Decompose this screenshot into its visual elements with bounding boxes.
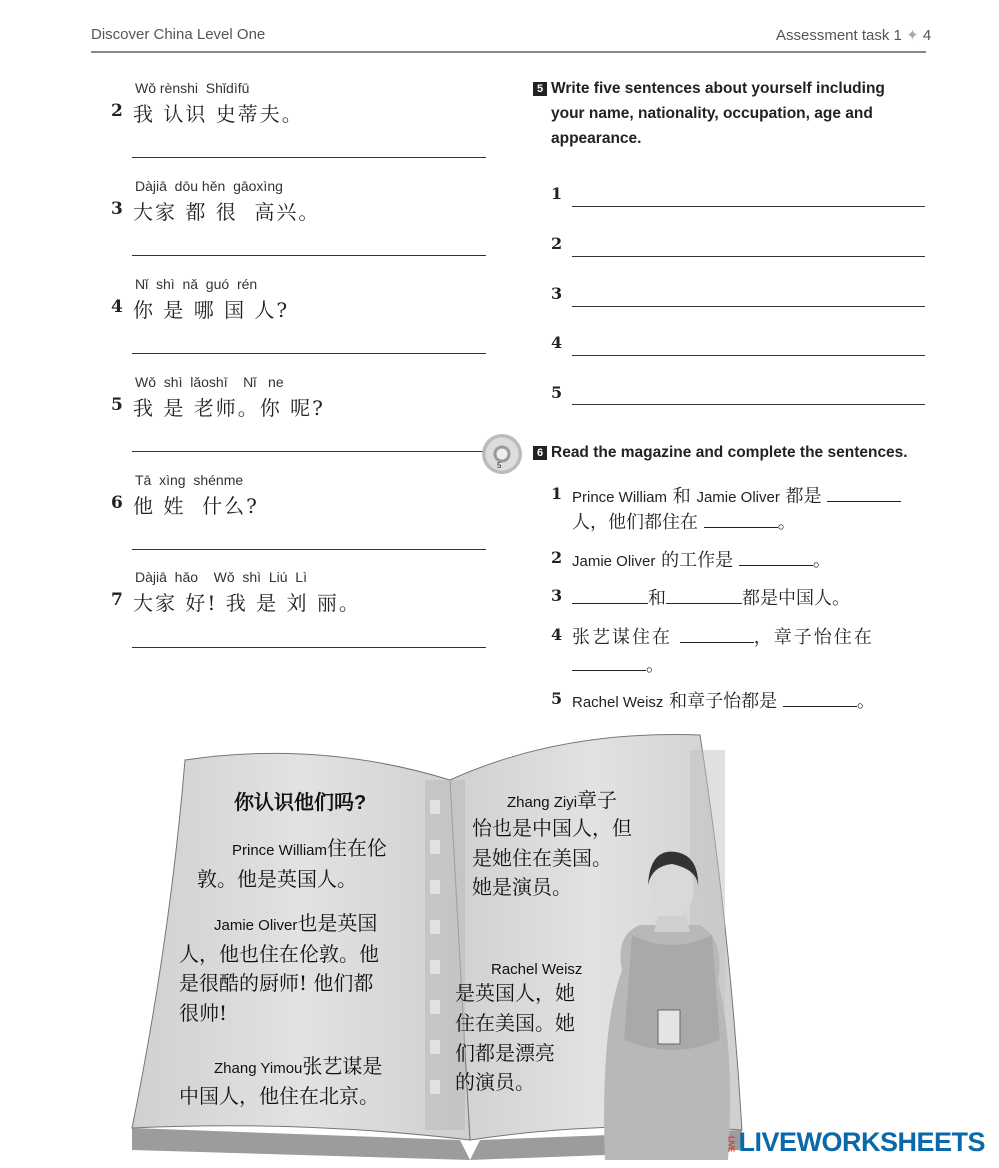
paragraph-line: 的演员。 <box>455 1070 535 1094</box>
task-label <box>776 26 931 44</box>
pinyin: Wǒ shì lǎoshī Nǐ ne <box>135 374 284 390</box>
item-number: 5 <box>111 395 123 415</box>
question-4-line-2 <box>572 651 664 677</box>
answer-line[interactable] <box>132 157 486 158</box>
question-number: 4 <box>551 625 563 644</box>
paragraph-line: 人，他也住在伦敦。他 <box>179 942 379 966</box>
answer-line[interactable] <box>132 647 486 648</box>
page-number: 4 <box>922 27 932 44</box>
q-zh: 人，他们都住在 <box>572 512 704 533</box>
text: 住在伦 <box>327 836 388 860</box>
pinyin: Dàjiā hǎo Wǒ shì Liú Lì <box>135 569 307 585</box>
instruction-line: appearance. <box>551 130 642 147</box>
blank-input[interactable] <box>572 602 648 604</box>
pinyin: Wǒ rènshi Shǐdìfū <box>135 80 250 96</box>
magazine-title: 你认识他们吗? <box>234 792 367 814</box>
q-zh: 和 <box>648 588 666 609</box>
question-number: 3 <box>551 586 563 605</box>
q-en: Rachel Weisz <box>572 694 664 711</box>
blank-input[interactable] <box>704 526 778 528</box>
blank-input[interactable] <box>827 500 901 502</box>
liveworksheets-logo <box>725 1127 985 1158</box>
sentence-number: 1 <box>551 184 563 203</box>
sentence-number: 3 <box>551 284 563 303</box>
blank-input[interactable] <box>572 669 646 671</box>
paragraph-line: 她是演员。 <box>472 875 572 899</box>
q-en: Jamie Oliver <box>696 489 780 506</box>
question-number: 5 <box>551 689 563 708</box>
hanzi: 你 是 哪 国 人? <box>133 298 290 322</box>
paragraph-zhang-yimou <box>214 1051 382 1084</box>
paragraph-line: 敦。他是英国人。 <box>197 867 357 891</box>
magazine-illustration <box>0 720 999 1164</box>
hanzi: 他 姓 什么? <box>133 494 259 518</box>
answer-line[interactable] <box>132 353 486 354</box>
answer-line[interactable] <box>132 549 486 550</box>
q-zh: 。 <box>812 550 831 571</box>
answer-line[interactable] <box>132 255 486 256</box>
blank-input[interactable] <box>666 602 742 604</box>
sentence-number: 2 <box>551 234 563 253</box>
text: 也是英国 <box>297 911 378 935</box>
q-en: Prince William <box>572 489 668 506</box>
text: 张艺谋是 <box>302 1054 383 1078</box>
instruction-line: Write five sentences about yourself including <box>551 80 885 97</box>
q-zh: 。 <box>777 512 796 533</box>
paragraph-line: 们都是漂亮 <box>455 1041 555 1065</box>
paragraph-line: 怡也是中国人，但 <box>472 816 632 840</box>
sentence-line[interactable] <box>572 256 925 257</box>
question-2 <box>572 546 831 572</box>
sentence-line[interactable] <box>572 206 925 207</box>
hanzi: 大家 都 很 高兴。 <box>133 200 321 224</box>
sentence-number: 4 <box>551 333 563 352</box>
paragraph-line: 住在美国。她 <box>455 1011 575 1035</box>
text: 章子 <box>577 788 618 812</box>
q-zh: 都是中国人。 <box>742 588 850 609</box>
paragraph-line: 是她住在美国。 <box>472 846 612 870</box>
book-title: Discover China Level One <box>91 26 266 43</box>
question-5 <box>572 687 875 713</box>
name-en: Prince William <box>232 842 328 859</box>
sentence-line[interactable] <box>572 355 925 356</box>
pinyin: Nǐ shì nǎ guó rén <box>135 276 258 292</box>
header-rule <box>91 51 926 53</box>
section-instruction: Read the magazine and complete the sentences. <box>551 444 908 461</box>
q-zh: 。 <box>646 655 664 676</box>
paragraph-line: 中国人，他住在北京。 <box>179 1084 379 1108</box>
cd-icon <box>482 434 522 474</box>
blank-input[interactable] <box>680 641 754 643</box>
section-badge: 5 <box>533 82 547 96</box>
paragraph-line: 是英国人，她 <box>455 981 575 1005</box>
name-en: Rachel Weisz <box>491 961 583 978</box>
q-en: Jamie Oliver <box>572 553 656 570</box>
name-en: Zhang Ziyi <box>507 794 578 811</box>
q-zh: 。 <box>856 691 875 712</box>
separator-icon: ✦ <box>906 27 919 44</box>
q-zh: 的工作是 <box>655 550 739 571</box>
q-zh: 和章子怡都是 <box>663 691 783 712</box>
question-number: 1 <box>551 484 563 503</box>
paragraph-jamie-oliver <box>214 908 377 941</box>
q-zh: ，章子怡住在 <box>753 627 874 648</box>
blank-input[interactable] <box>739 564 813 566</box>
sentence-number: 5 <box>551 383 563 402</box>
item-number: 4 <box>111 297 123 317</box>
pinyin: Tā xìng shénme <box>135 472 244 488</box>
task-name: Assessment task 1 <box>776 27 902 44</box>
blank-input[interactable] <box>783 705 857 707</box>
item-number: 7 <box>111 590 123 610</box>
sentence-line[interactable] <box>572 404 925 405</box>
question-1-line-2 <box>572 508 796 534</box>
name-en: Jamie Oliver <box>214 917 298 934</box>
section-instruction <box>551 76 885 151</box>
item-number: 6 <box>111 493 123 513</box>
paragraph-prince-william <box>232 833 387 866</box>
q-zh: 都是 <box>779 486 828 507</box>
item-number: 2 <box>111 101 123 121</box>
live-mark: LIVE <box>726 1135 736 1152</box>
hanzi: 我 认识 史蒂夫。 <box>133 102 304 126</box>
logo-text: LIVEWORKSHEETS <box>738 1127 985 1157</box>
paragraph-line: 很帅! <box>179 1001 228 1025</box>
question-number: 2 <box>551 548 563 567</box>
pinyin: Dàjiā dōu hěn gāoxìng <box>135 178 283 194</box>
cd-track-label: 5 <box>497 461 502 470</box>
question-1-line-1 <box>572 482 901 508</box>
question-3 <box>572 584 850 610</box>
instruction-line: your name, nationality, occupation, age and <box>551 105 873 122</box>
name-en: Zhang Yimou <box>214 1060 303 1077</box>
section-badge: 6 <box>533 446 547 460</box>
q-zh: 张艺谋住在 <box>572 627 680 648</box>
hanzi: 大家 好! 我 是 刘 丽。 <box>133 591 361 615</box>
answer-line[interactable] <box>132 451 486 452</box>
sentence-line[interactable] <box>572 306 925 307</box>
question-4-line-1 <box>572 623 874 649</box>
item-number: 3 <box>111 199 123 219</box>
hanzi: 我 是 老师。你 呢? <box>133 396 325 420</box>
q-zh: 和 <box>667 486 697 507</box>
paragraph-line: 是很酷的厨师! 他们都 <box>179 971 374 995</box>
